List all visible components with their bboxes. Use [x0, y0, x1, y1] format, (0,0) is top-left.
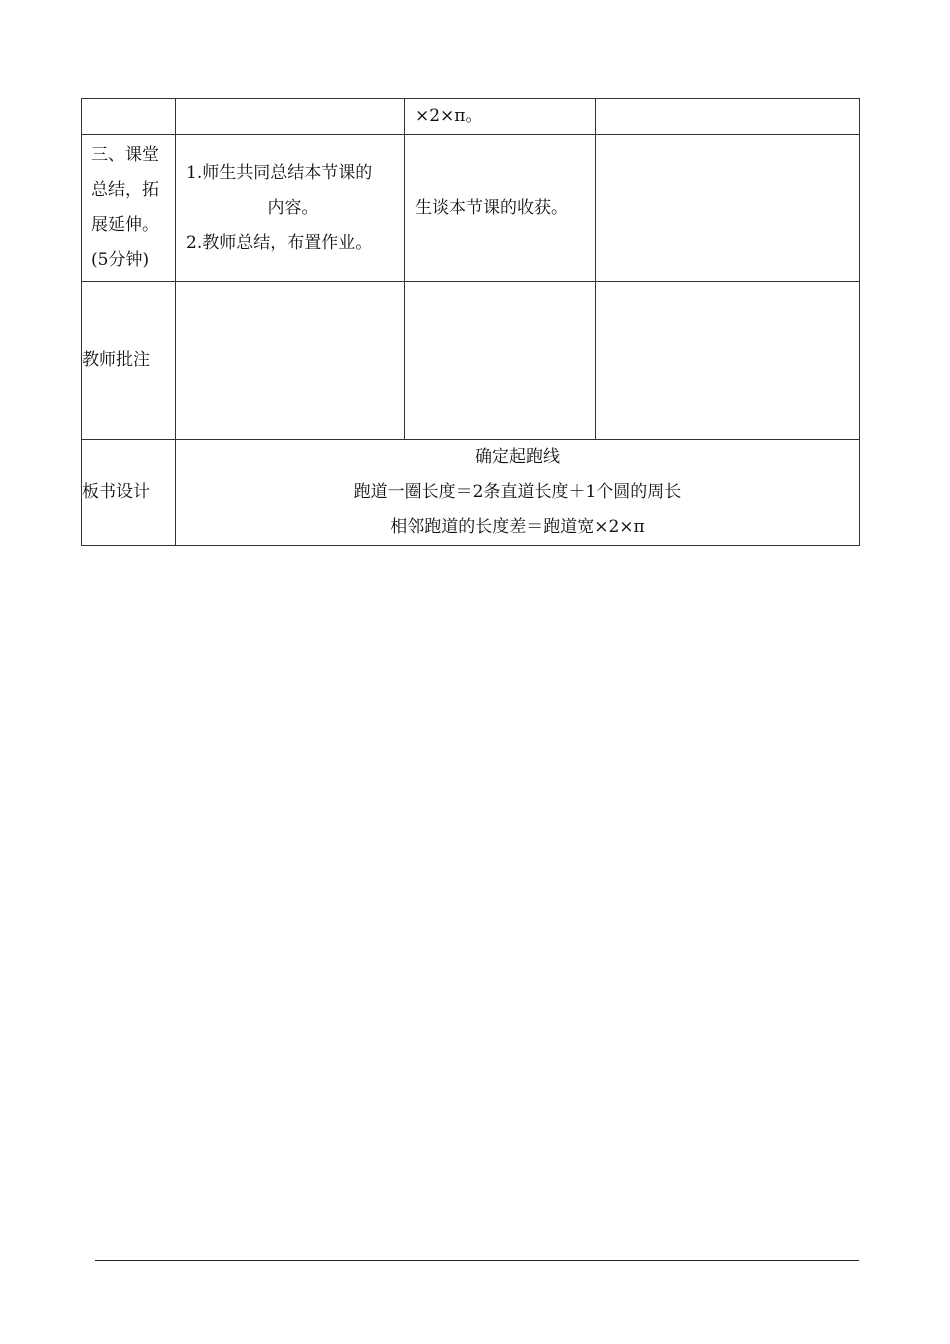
notes-cell — [596, 99, 860, 135]
teacher-activity-cell — [176, 135, 405, 282]
student-activity-text: ×2×π。 — [415, 106, 483, 126]
board-design-label: 板书设计 — [82, 440, 176, 546]
step-cell — [82, 99, 176, 135]
notes-cell — [596, 135, 860, 282]
student-activity-cell — [405, 99, 596, 135]
board-line-title: 确定起跑线 — [475, 447, 560, 467]
student-activity-cell — [405, 135, 596, 282]
comments-cell — [176, 282, 405, 440]
board-design-content — [176, 440, 859, 545]
comments-label: 教师批注 — [82, 282, 176, 440]
board-line-formula: 跑道一圈长度＝2条直道长度＋1个圆的周长 — [353, 482, 682, 502]
teacher-activity-cell — [176, 99, 405, 135]
teacher-activity-line: 1.师生共同总结本节课的 — [186, 162, 373, 183]
teacher-activity-line: 2.教师总结，布置作业。 — [186, 232, 373, 253]
table-row-summary — [82, 135, 860, 282]
step-label-line: 总结，拓 — [91, 180, 159, 200]
lesson-plan-table — [81, 98, 860, 546]
table-row-board-design — [82, 440, 860, 546]
teacher-activity-text — [176, 156, 404, 261]
board-line-formula: 相邻跑道的长度差＝跑道宽×2×π — [390, 517, 645, 537]
step-label-line: 展延伸。 — [91, 215, 159, 235]
step-label-line: (5分钟) — [91, 250, 150, 270]
comments-cell — [596, 282, 860, 440]
step-cell — [82, 135, 176, 282]
teacher-activity-line: 内容。 — [267, 197, 319, 218]
comments-cell — [405, 282, 596, 440]
student-activity-text: 生谈本节课的收获。 — [415, 197, 568, 218]
table-row-continuation — [82, 99, 860, 135]
step-label — [82, 138, 175, 278]
footer-divider — [95, 1260, 859, 1261]
step-label-line: 三、课堂 — [91, 145, 159, 165]
board-design-cell — [176, 440, 860, 546]
table-row-teacher-comments — [82, 282, 860, 440]
